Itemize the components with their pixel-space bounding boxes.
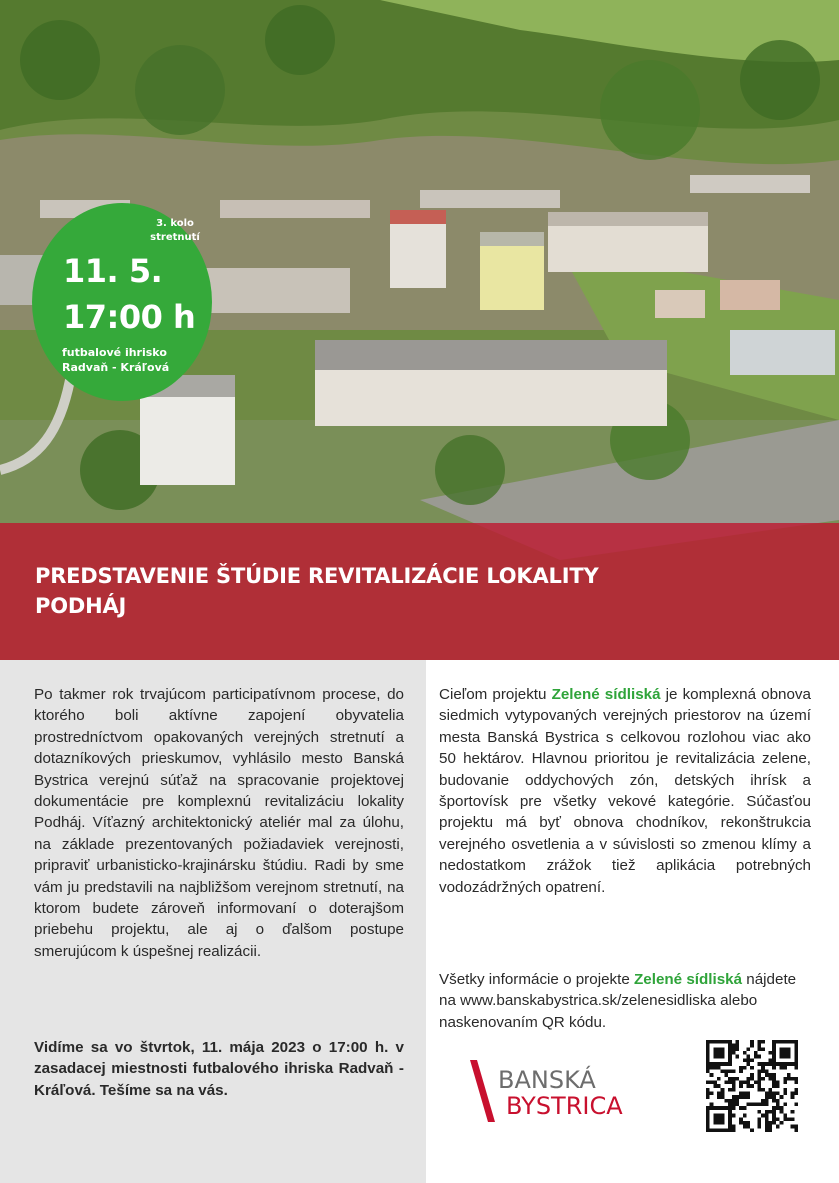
event-round: 3. kolo stretnutí bbox=[150, 218, 200, 243]
invitation-paragraph: Vidíme sa vo štvrtok, 11. mája 2023 o 17:00 h. v zasadacej miestnosti futbalového ihriska Radvaň - Kráľová. Tešíme sa na vás. bbox=[34, 1039, 404, 1099]
intro-paragraph: Po takmer rok trvajúcom participatívnom procese, do ktorého boli aktívne zapojení obyvatelia prostredníctvom opakovaných verejných stretnutí a dotazníkových prieskumov, vyhlásilo mesto Banská Bystrica verejnú súťaž na spracovanie projektovej dokumentácie pre komplexnú revitalizáciu lokality Podháj. Víťazný architektonický ateliér mal za úlohu, na základe prezentovaných požiadaviek verejnosti, pripraviť urbanisticko-krajinársku štúdiu. Radi by sme vám ju predstavili na najbližšom verejnom stretnutí, na ktorom budete zároveň informovaní o doterajšom priebehu projektu, ale aj o ďalšom postupe smerujúcom k úspešnej realizácii. bbox=[34, 686, 404, 960]
page-title bbox=[35, 561, 795, 621]
event-venue: futbalové ihrisko Radvaň - Kráľová bbox=[62, 346, 170, 374]
project-name-highlight-2: Zelené sídliská bbox=[634, 971, 743, 988]
logo-line2: BYSTRICA bbox=[506, 1092, 623, 1120]
page-title-line2: PODHÁJ bbox=[35, 594, 127, 618]
project-desc-rest: je komplexná obnova siedmich vytypovaných verejných priestorov na území mesta Banská Bystrica s celkovou rozlohou viac ako 50 hektárov. Hlavnou prioritou je revitalizácia zelene, budovanie oddychových zón, detských ihrísk a športovísk pre všetky vekové kategórie. Súčasťou projektu má byť obnova chodníkov, rekonštrukcia verejného osvetlenia a v súvislosti so zmenou klímy a nedostatkom zrážok tiež aplikácia potrebných vodozádržných opatrení. bbox=[439, 686, 811, 896]
qr-code-icon bbox=[706, 1040, 798, 1132]
banska-bystrica-logo bbox=[468, 1056, 658, 1126]
project-desc-start: Cieľom projektu bbox=[439, 686, 552, 703]
logo-line1: BANSKÁ bbox=[498, 1066, 596, 1094]
event-time: 17:00 h bbox=[63, 298, 196, 336]
event-date: 11. 5. bbox=[63, 252, 163, 290]
city-logo-slash-icon bbox=[470, 1060, 495, 1122]
page-title-line1: PREDSTAVENIE ŠTÚDIE REVITALIZÁCIE LOKALITY bbox=[35, 564, 599, 588]
more-info-rest: nájdete na www.banskabystrica.sk/zelenesidliska alebo naskenovaním QR kódu. bbox=[439, 971, 797, 1031]
more-info-start: Všetky informácie o projekte bbox=[439, 971, 634, 988]
project-name-highlight: Zelené sídliská bbox=[551, 686, 661, 703]
project-description bbox=[439, 684, 811, 898]
more-info-paragraph bbox=[439, 969, 811, 1033]
